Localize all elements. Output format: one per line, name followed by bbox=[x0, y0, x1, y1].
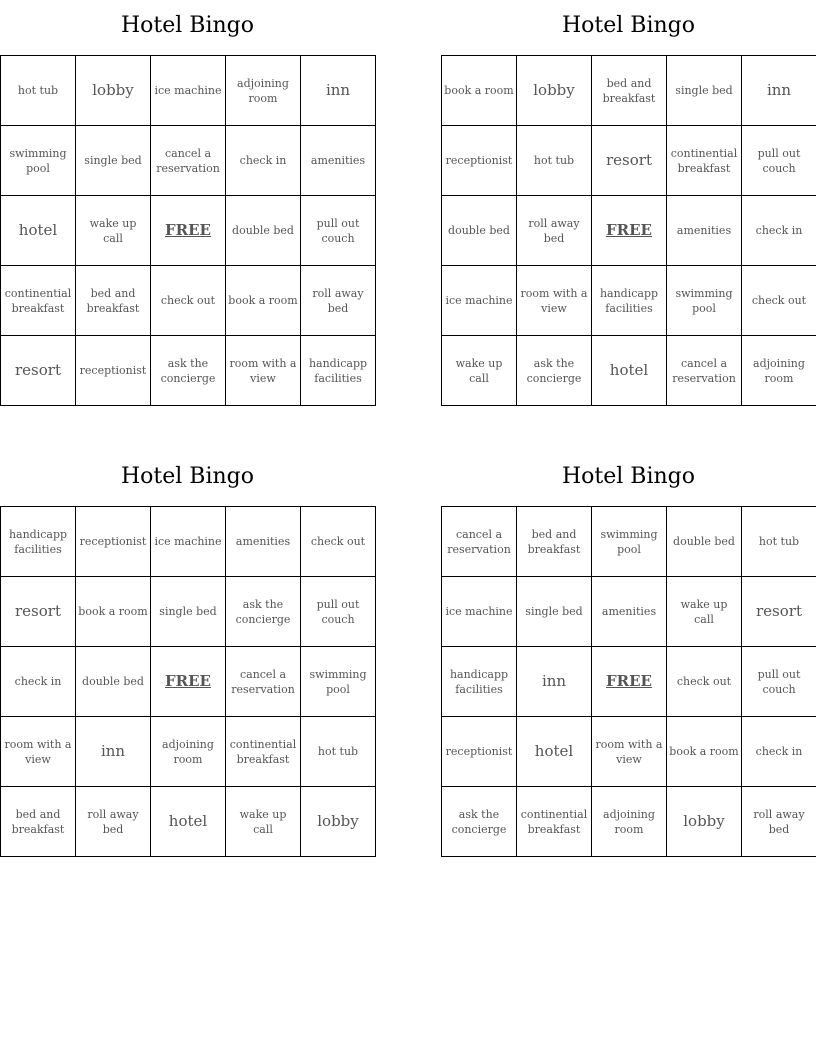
bingo-cell: cancel a reservation bbox=[442, 507, 517, 577]
bingo-grid bbox=[441, 506, 816, 857]
bingo-grid bbox=[0, 55, 376, 406]
bingo-cell: double bed bbox=[667, 507, 742, 577]
bingo-cell: resort bbox=[1, 577, 76, 647]
card-title: Hotel Bingo bbox=[120, 13, 255, 38]
card-title: Hotel Bingo bbox=[120, 464, 255, 489]
bingo-cell: single bed bbox=[517, 577, 592, 647]
bingo-row bbox=[1, 336, 376, 406]
bingo-row bbox=[1, 266, 376, 336]
free-space-cell: FREE bbox=[592, 647, 667, 717]
bingo-cell: inn bbox=[742, 56, 816, 126]
bingo-cell: check out bbox=[742, 266, 816, 336]
bingo-cell: ice machine bbox=[442, 266, 517, 336]
bingo-row bbox=[442, 126, 816, 196]
bingo-cell: receptionist bbox=[76, 336, 151, 406]
bingo-cell: resort bbox=[1, 336, 76, 406]
bingo-cell: lobby bbox=[667, 787, 742, 857]
bingo-cell: swimming pool bbox=[667, 266, 742, 336]
bingo-cell: ask the concierge bbox=[151, 336, 226, 406]
bingo-cell: cancel a reservation bbox=[151, 126, 226, 196]
card-title: Hotel Bingo bbox=[561, 13, 696, 38]
bingo-cell: roll away bed bbox=[76, 787, 151, 857]
bingo-row bbox=[442, 266, 816, 336]
bingo-cell: handicapp facilities bbox=[442, 647, 517, 717]
bingo-cell: hotel bbox=[517, 717, 592, 787]
bingo-cell: continential breakfast bbox=[667, 126, 742, 196]
bingo-row bbox=[1, 647, 376, 717]
bingo-cell: cancel a reservation bbox=[667, 336, 742, 406]
bingo-cell: receptionist bbox=[442, 717, 517, 787]
bingo-cell: roll away bed bbox=[742, 787, 816, 857]
bingo-cell: handicapp facilities bbox=[1, 507, 76, 577]
bingo-cell: hot tub bbox=[301, 717, 376, 787]
bingo-cell: double bed bbox=[442, 196, 517, 266]
bingo-cell: check in bbox=[742, 717, 816, 787]
bingo-cell: check out bbox=[151, 266, 226, 336]
bingo-cell: lobby bbox=[301, 787, 376, 857]
bingo-cell: room with a view bbox=[226, 336, 301, 406]
bingo-cell: check out bbox=[667, 647, 742, 717]
bingo-cell: swimming pool bbox=[592, 507, 667, 577]
bingo-row bbox=[442, 507, 816, 577]
bingo-cell: lobby bbox=[76, 56, 151, 126]
bingo-cell: amenities bbox=[592, 577, 667, 647]
bingo-cell: check in bbox=[742, 196, 816, 266]
bingo-cell: receptionist bbox=[442, 126, 517, 196]
bingo-cell: ice machine bbox=[151, 56, 226, 126]
bingo-cell: continential breakfast bbox=[517, 787, 592, 857]
bingo-cell: ask the concierge bbox=[517, 336, 592, 406]
bingo-row bbox=[1, 787, 376, 857]
bingo-row bbox=[1, 507, 376, 577]
bingo-cell: book a room bbox=[667, 717, 742, 787]
bingo-row bbox=[442, 717, 816, 787]
bingo-cell: wake up call bbox=[76, 196, 151, 266]
bingo-cell: ask the concierge bbox=[226, 577, 301, 647]
bingo-cell: room with a view bbox=[592, 717, 667, 787]
bingo-cell: pull out couch bbox=[742, 126, 816, 196]
bingo-cell: bed and breakfast bbox=[1, 787, 76, 857]
free-space-cell: FREE bbox=[151, 647, 226, 717]
bingo-cell: roll away bed bbox=[301, 266, 376, 336]
bingo-grid bbox=[0, 506, 376, 857]
bingo-cell: pull out couch bbox=[301, 577, 376, 647]
bingo-cell: amenities bbox=[226, 507, 301, 577]
bingo-cell: amenities bbox=[667, 196, 742, 266]
bingo-cell: swimming pool bbox=[1, 126, 76, 196]
bingo-cell: receptionist bbox=[76, 507, 151, 577]
bingo-cell: inn bbox=[301, 56, 376, 126]
bingo-cell: room with a view bbox=[1, 717, 76, 787]
bingo-cell: inn bbox=[517, 647, 592, 717]
bingo-cell: adjoining room bbox=[592, 787, 667, 857]
bingo-cell: hotel bbox=[592, 336, 667, 406]
bingo-cell: swimming pool bbox=[301, 647, 376, 717]
bingo-cell: single bed bbox=[76, 126, 151, 196]
bingo-cell: resort bbox=[592, 126, 667, 196]
bingo-row bbox=[442, 196, 816, 266]
bingo-cell: handicapp facilities bbox=[592, 266, 667, 336]
bingo-cell: single bed bbox=[151, 577, 226, 647]
bingo-cell: adjoining room bbox=[151, 717, 226, 787]
bingo-cell: single bed bbox=[667, 56, 742, 126]
bingo-cell: roll away bed bbox=[517, 196, 592, 266]
bingo-cell: wake up call bbox=[226, 787, 301, 857]
bingo-cell: adjoining room bbox=[742, 336, 816, 406]
bingo-cell: pull out couch bbox=[301, 196, 376, 266]
card-title: Hotel Bingo bbox=[561, 464, 696, 489]
bingo-cell: pull out couch bbox=[742, 647, 816, 717]
bingo-row bbox=[1, 126, 376, 196]
bingo-cell: check out bbox=[301, 507, 376, 577]
bingo-cell: book a room bbox=[442, 56, 517, 126]
bingo-cell: bed and breakfast bbox=[76, 266, 151, 336]
bingo-cell: continential breakfast bbox=[226, 717, 301, 787]
bingo-cell: hot tub bbox=[517, 126, 592, 196]
bingo-cell: ask the concierge bbox=[442, 787, 517, 857]
bingo-cell: check in bbox=[1, 647, 76, 717]
bingo-cell: cancel a reservation bbox=[226, 647, 301, 717]
bingo-cell: resort bbox=[742, 577, 816, 647]
free-space-cell: FREE bbox=[592, 196, 667, 266]
bingo-cell: double bed bbox=[76, 647, 151, 717]
bingo-row bbox=[442, 56, 816, 126]
bingo-cell: ice machine bbox=[151, 507, 226, 577]
bingo-cell: hotel bbox=[1, 196, 76, 266]
bingo-cell: book a room bbox=[76, 577, 151, 647]
bingo-cell: wake up call bbox=[442, 336, 517, 406]
bingo-cell: bed and breakfast bbox=[517, 507, 592, 577]
bingo-cell: hot tub bbox=[742, 507, 816, 577]
bingo-row bbox=[1, 577, 376, 647]
bingo-row bbox=[442, 336, 816, 406]
bingo-cell: room with a view bbox=[517, 266, 592, 336]
bingo-row bbox=[442, 577, 816, 647]
free-space-cell: FREE bbox=[151, 196, 226, 266]
bingo-cell: hot tub bbox=[1, 56, 76, 126]
bingo-cell: check in bbox=[226, 126, 301, 196]
bingo-cell: amenities bbox=[301, 126, 376, 196]
bingo-row bbox=[1, 56, 376, 126]
bingo-cell: handicapp facilities bbox=[301, 336, 376, 406]
bingo-cell: adjoining room bbox=[226, 56, 301, 126]
bingo-cell: book a room bbox=[226, 266, 301, 336]
bingo-cell: lobby bbox=[517, 56, 592, 126]
bingo-cell: ice machine bbox=[442, 577, 517, 647]
bingo-cell: continential breakfast bbox=[1, 266, 76, 336]
bingo-row bbox=[442, 787, 816, 857]
bingo-row bbox=[1, 196, 376, 266]
bingo-cell: double bed bbox=[226, 196, 301, 266]
bingo-cell: inn bbox=[76, 717, 151, 787]
bingo-grid bbox=[441, 55, 816, 406]
bingo-cell: bed and breakfast bbox=[592, 56, 667, 126]
bingo-cell: wake up call bbox=[667, 577, 742, 647]
bingo-row bbox=[1, 717, 376, 787]
bingo-cell: hotel bbox=[151, 787, 226, 857]
bingo-row bbox=[442, 647, 816, 717]
